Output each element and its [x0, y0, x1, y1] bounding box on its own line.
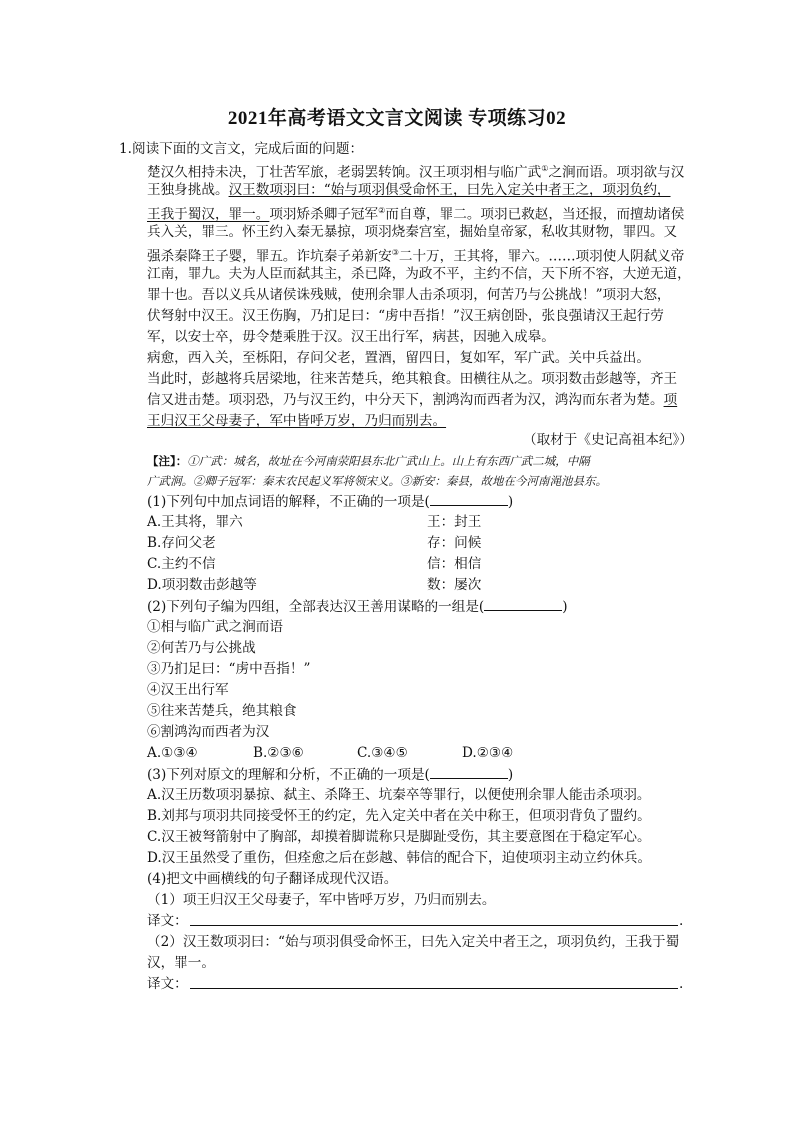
passage-line: 军，以安士卒，毋令楚乘胜于汉。汉王出行军，病甚，因驰入成皋。	[147, 329, 555, 345]
q2-item: ③乃扪足曰：“虏中吾指！”	[147, 661, 311, 677]
notes-label: 【注】：	[147, 454, 188, 468]
q1-option-b: B.存问父老	[147, 535, 216, 551]
passage-line: 楚汉久相持未决，丁壮苦军旅，老弱罢转饷。汉王项羽相与临广武①之涧而语。项羽欲与汉	[147, 164, 685, 181]
underlined-sentence: 汉王数项羽曰：“始与项羽俱受命怀王，曰先入定关中者王之，项羽负约，	[228, 182, 671, 198]
q3-option-c: C.汉王被弩箭射中了胸部，却摸着脚谎称只是脚趾受伤，其主要意图在于稳定军心。	[147, 829, 651, 845]
q1-option-d-gloss: 数：屡次	[427, 577, 482, 593]
source-citation: （取材于《史记高祖本纪》）	[523, 432, 693, 448]
q3-option-d: D.汉王虽然受了重伤，但痊愈之后在彭越、韩信的配合下，迫使项羽主动立约休兵。	[147, 850, 652, 866]
q2-choice-b: B.②③⑥	[253, 745, 304, 761]
q1-option-a: A.王其将，罪六	[147, 514, 243, 530]
q3-option-b: B.刘邦与项羽共同接受怀王的约定，先入定关中者在关中称王，但项羽背负了盟约。	[147, 808, 651, 824]
answer-line-1[interactable]	[190, 925, 678, 926]
notes-line: 广武涧。②卿子冠军：秦末农民起义军将领宋义。③新安：秦县，故地在今河南渑池县东。	[147, 474, 607, 488]
underlined-sentence: 王归汉王父母妻子，军中皆呼万岁，乃归而别去。	[147, 413, 447, 429]
underlined-sentence: 项	[663, 392, 678, 408]
answer-end-mark: .	[679, 913, 684, 929]
underlined-sentence: 王我于蜀汉，罪一。	[147, 206, 270, 223]
footnote-marker: ①	[541, 164, 549, 173]
question-intro: 1.阅读下面的文言文，完成后面的问题：	[119, 141, 364, 157]
passage-line: 江南，罪九。夫为人臣而弑其主，杀已降，为政不平，主约不信，天下所不容，大逆无道，	[147, 266, 691, 282]
passage-line: 兵入关，罪三。怀王约入秦无暴掠，项羽烧秦宫室，掘始皇帝冢，私收其财物，罪四。又	[147, 224, 678, 240]
passage-line: 罪十也。吾以义兵从诸侯诛残贼，使刑余罪人击杀项羽，何苦乃与公挑战！”项羽大怒，	[147, 287, 671, 303]
passage-line: 信又进击楚。项羽恐，乃与汉王约，中分天下，割鸿沟而西者为汉，鸿沟而东者为楚。项	[147, 392, 678, 408]
q1-option-c: C.主约不信	[147, 556, 216, 572]
passage-line	[147, 411, 446, 431]
q2-item: ⑥割鸿沟而西者为汉	[147, 724, 270, 740]
passage-line: 当此时，彭越将兵居梁地，往来苦楚兵，绝其粮食。田横往从之。项羽数击彭越等，齐王	[147, 371, 678, 387]
passage-line: 强杀秦降王子婴，罪五。诈坑秦子弟新安③二十万，王其将，罪六。……项羽使人阴弑义帝	[147, 248, 685, 265]
q2-item: ④汉王出行军	[147, 682, 229, 698]
answer-label: 译文：	[147, 913, 188, 929]
footnote-marker: ③	[391, 248, 399, 257]
notes-line: 【注】：①广武：城名，故址在今河南荥阳县东北广武山上。山上有东西广武二城，中隔	[147, 454, 590, 468]
q2-choice-a: A.①③④	[147, 745, 198, 761]
q2-item: ②何苦乃与公挑战	[147, 640, 256, 656]
q1-option-c-gloss: 信：相信	[427, 556, 482, 572]
q3-stem: (3)下列对原文的理解和分析，不正确的一项是( )	[147, 764, 513, 785]
q1-option-a-gloss: 王：封王	[427, 514, 482, 530]
answer-line-2[interactable]	[190, 988, 678, 989]
q4-sentence-1: （1）项王归汉王父母妻子，军中皆呼万岁，乃归而别去。	[147, 892, 496, 908]
q2-item: ①相与临广武之涧而语	[147, 619, 283, 635]
q2-item: ⑤往来苦楚兵，绝其粮食	[147, 703, 297, 719]
q4-sentence-2-cont: 汉，罪一。	[147, 955, 215, 971]
answer-end-mark: .	[679, 976, 684, 992]
q3-option-a: A.汉王历数项羽暴掠、弑主、杀降王、坑秦卒等罪行，以便使刑余罪人能击杀项羽。	[147, 787, 651, 803]
passage-line: 王我于蜀汉，罪一。项羽矫杀卿子冠军②而自尊，罪二。项羽已救赵，当还报，而擅劫诸侯	[147, 206, 685, 223]
q1-option-b-gloss: 存：问候	[427, 535, 482, 551]
q1-stem: (1)下列句中加点词语的解释，不正确的一项是( )	[147, 491, 513, 512]
passage-line: 病愈，西入关，至栎阳，存问父老，置酒，留四日，复如军，军广武。关中兵益出。	[147, 350, 650, 366]
q1-option-d: D.项羽数击彭越等	[147, 577, 257, 593]
page-title: 2021年高考语文文言文阅读 专项练习02	[227, 108, 567, 129]
footnote-marker: ②	[378, 206, 386, 215]
answer-label: 译文：	[147, 976, 188, 992]
q4-stem: (4)把文中画横线的句子翻译成现代汉语。	[147, 871, 398, 887]
q2-choice-c: C.③④⑤	[357, 745, 408, 761]
q2-choice-d: D.②③④	[462, 745, 514, 761]
passage-line: 王独身挑战。汉王数项羽曰：“始与项羽俱受命怀王，曰先入定关中者王之，项羽负约，	[147, 182, 671, 198]
q2-stem: (2)下列句子编为四组，全部表达汉王善用谋略的一组是( )	[147, 596, 568, 617]
q4-sentence-2: （2）汉王数项羽曰：“始与项羽俱受命怀王，曰先入定关中者王之，项羽负约，王我于蜀	[147, 934, 680, 950]
passage-line: 伏弩射中汉王。汉王伤胸，乃扪足曰：“虏中吾指！”汉王病创卧，张良强请汉王起行劳	[147, 308, 664, 324]
